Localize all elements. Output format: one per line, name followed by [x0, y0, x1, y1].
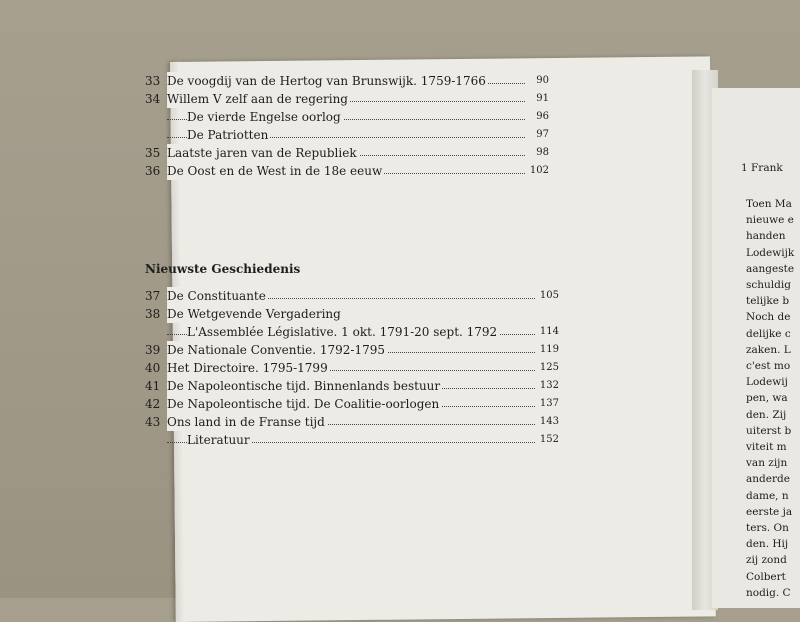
right-page-line: Noch de — [746, 311, 791, 324]
right-page-line: Colbert — [746, 570, 786, 583]
toc-entry — [145, 144, 565, 162]
toc-bottom — [145, 287, 575, 449]
toc-entry — [145, 305, 575, 323]
toc-page-number: 132 — [539, 380, 559, 391]
toc-chapter-number: 38 — [145, 307, 161, 321]
toc-page-number: 105 — [539, 290, 559, 301]
toc-title: De Wetgevende Vergadering — [167, 307, 341, 321]
right-page-line: van zijn — [746, 457, 788, 470]
right-page-line: telijke b — [746, 295, 790, 308]
toc-page-number: 119 — [539, 344, 559, 355]
toc-title: De Napoleontische tijd. Binnenlands bestuur — [167, 379, 441, 393]
toc-page-number: 114 — [539, 326, 559, 337]
toc-chapter-number: 37 — [145, 289, 161, 303]
toc-page-number: 91 — [536, 93, 549, 104]
right-page-line: schuldig — [746, 279, 791, 291]
toc-entry — [145, 413, 575, 431]
right-page-line: c'est mo — [746, 360, 791, 372]
toc-entry — [145, 126, 565, 144]
toc-entry — [145, 341, 575, 359]
right-page-line: viteit m — [746, 441, 787, 453]
toc-entry — [145, 323, 575, 341]
toc-title: De Napoleontische tijd. De Coalitie-oorlogen — [167, 397, 440, 411]
toc-title: De voogdij van de Hertog van Brunswijk. 1759-1766 — [167, 74, 486, 88]
right-page-line: uiterst b — [746, 424, 792, 437]
toc-chapter-number: 43 — [145, 415, 161, 429]
toc-entry — [145, 162, 565, 180]
right-page-line: dame, n — [746, 489, 789, 502]
toc-title: De Constituante — [167, 289, 266, 303]
toc-page-number: 96 — [536, 111, 549, 122]
toc-chapter-number: 34 — [145, 92, 161, 106]
toc-chapter-number: 35 — [145, 146, 161, 160]
right-page-line: eerste ja — [746, 505, 793, 518]
toc-entry — [145, 72, 565, 90]
right-page-heading: 1 Frank — [741, 162, 783, 174]
right-page-line: den. Zij — [746, 408, 787, 421]
toc-chapter-number: 36 — [145, 164, 161, 178]
toc-entry — [145, 431, 575, 449]
right-page-line: zaken. L — [746, 343, 791, 356]
toc-entry — [145, 359, 575, 377]
toc-title: De vierde Engelse oorlog — [187, 110, 341, 124]
right-page-line: ters. On — [746, 522, 789, 534]
right-page-line: pen, wa — [746, 392, 788, 405]
toc-title: De Nationale Conventie. 1792-1795 — [167, 343, 385, 357]
toc-title: Willem V zelf aan de regering — [167, 92, 348, 106]
right-page-line: Toen Ma — [746, 198, 792, 210]
toc-page-number: 98 — [536, 147, 549, 158]
toc-title: Ons land in de Franse tijd — [167, 415, 325, 429]
toc-page-number: 152 — [539, 434, 559, 445]
toc-chapter-number: 42 — [145, 397, 161, 411]
toc-chapter-number: 41 — [145, 379, 161, 393]
toc-entry — [145, 108, 565, 126]
right-page-line: zij zond — [746, 554, 787, 567]
toc-title: De Oost en de West in de 18e eeuw — [167, 164, 383, 178]
toc-page-number: 102 — [529, 165, 549, 176]
toc-entry — [145, 90, 565, 108]
toc-title: L'Assemblée Législative. 1 okt. 1791-20 sept. 1792 — [187, 325, 498, 339]
toc-title: De Patriotten — [187, 128, 269, 142]
right-page-line: Lodewijk — [746, 246, 795, 259]
toc-page-number: 97 — [536, 129, 549, 140]
right-page-line: delijke c — [746, 327, 791, 340]
toc-page-number: 90 — [536, 75, 549, 86]
toc-entry — [145, 377, 575, 395]
right-page-line: anderde — [746, 473, 790, 486]
toc-chapter-number: 33 — [145, 74, 161, 88]
toc-title: Laatste jaren van de Republiek — [167, 146, 357, 160]
right-page-line: den. Hij — [746, 538, 789, 551]
toc-top — [145, 72, 565, 180]
toc-page-number: 125 — [539, 362, 559, 373]
toc-page-number: 143 — [539, 416, 559, 427]
toc-title: Het Directoire. 1795-1799 — [167, 361, 328, 375]
right-page-line: Lodewij — [746, 376, 788, 389]
toc-entry — [145, 395, 575, 413]
toc-chapter-number: 40 — [145, 361, 161, 375]
right-page-line: nieuwe e — [746, 214, 794, 227]
right-page-line: handen — [746, 230, 786, 243]
toc-title: Literatuur — [187, 433, 250, 447]
toc-page-number: 137 — [539, 398, 559, 409]
toc-chapter-number: 39 — [145, 343, 161, 357]
toc-entry — [145, 287, 575, 305]
section-heading: Nieuwste Geschiedenis — [145, 262, 301, 276]
right-page-line: nodig. C — [746, 586, 791, 599]
right-page-line: aangeste — [746, 262, 795, 275]
